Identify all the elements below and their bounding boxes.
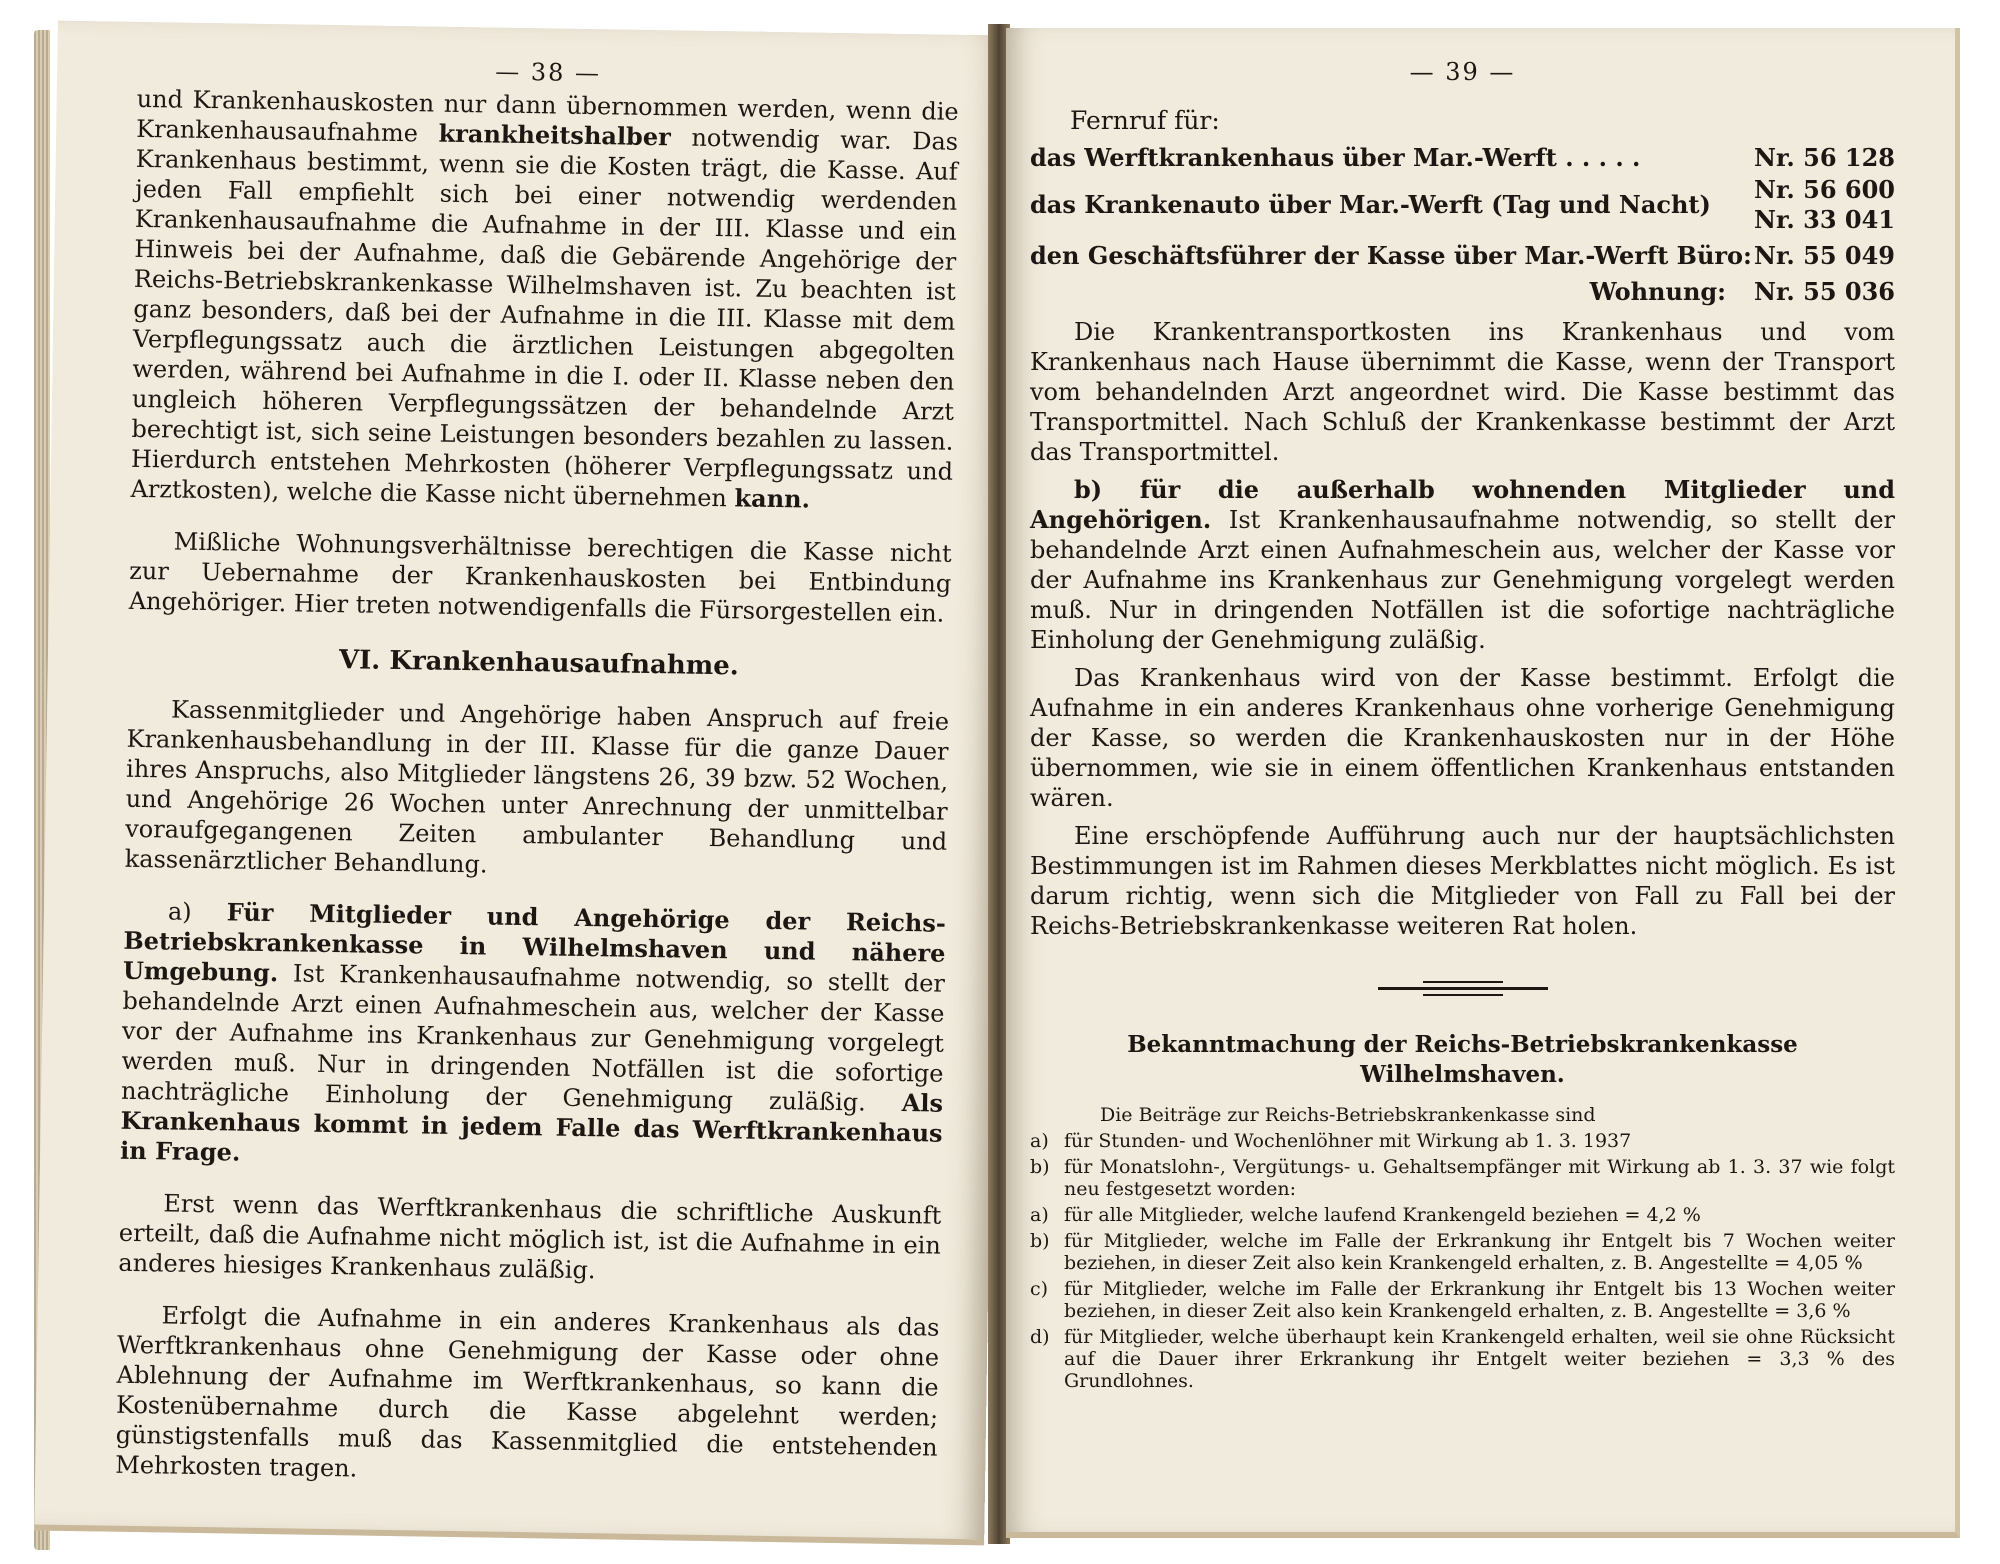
section-heading: VI. Krankenhausaufnahme.: [338, 645, 740, 682]
paragraph: Das Krankenhaus wird von der Kasse bestimmt. Erfolgt die Aufnahme in ein anderes Krankenhaus ohne vorherige Genehmigung der Kasse, so werden die Krankenhauskosten nur in der Höhe übernommen, wie sie in einem öffentlichen Krankenhaus entstanden wären.: [1030, 664, 1895, 812]
list-item: d) für Mitglieder, welche überhaupt kein Krankengeld erhalten, weil sie ohne Rücksicht auf die Dauer ihrer Erkrankung ihr Entgelt weiter beziehen = 3,3 % des Grundlohnes.: [1030, 1326, 1895, 1392]
paragraph: Erst wenn das Werftkrankenhaus die schriftliche Auskunft erteilt, daß die Aufnahme nicht möglich ist, ist die Aufnahme in ein anderes hiesiges Krankenhaus zuläßig.: [118, 1189, 942, 1285]
section-divider: [1378, 981, 1548, 996]
announcement-body: [1030, 1104, 1895, 1392]
paragraph: und Krankenhauskosten nur dann übernommen werden, wenn die Krankenhausaufnahme krankheitshalber notwendig war. Das Krankenhaus bestimmt, wenn sie die Kosten trägt, die Kasse. Auf jeden Fall empfiehlt sich bei einer notwendig werdenden Krankenhausaufnahme die Aufnahme in der III. Klasse und ein Hinweis bei der Aufnahme, daß die Gebärende Angehörige der Reichs-Betriebskrankenkasse Wilhelmshaven ist. Zu beachten ist ganz besonders, daß bei der Aufnahme in die III. Klasse mit dem Verpflegungssatz auch die ärztlichen Leistungen abgegolten werden, während bei Aufnahme in die I. oder II. Klasse neben den ungleich höheren Verpflegungssätzen der behandelnde Arzt berechtigt ist, sich seine Leistungen besonders bezahlen zu lassen. Hierdurch entstehen Mehrkosten (höherer Verpflegungssatz und Arztkosten), welche die Kasse nicht übernehmen kann.: [130, 84, 959, 514]
phone-row: das Werftkrankenhaus über Mar.-Werft . . . . . Nr. 56 128: [1030, 143, 1895, 172]
list-item: a) für Stunden- und Wochenlöhner mit Wirkung ab 1. 3. 1937: [1030, 1130, 1632, 1152]
paragraph: Eine erschöpfende Aufführung auch nur der hauptsächlichsten Bestimmungen ist im Rahmen dieses Merkblattes nicht möglich. Es ist darum richtig, wenn sich die Mitglieder von Fall zu Fall bei der Reichs-Betriebskrankenkasse weiteren Rat holen.: [1030, 822, 1895, 940]
list-item: b) für Monatslohn-, Vergütungs- u. Gehaltsempfänger mit Wirkung ab 1. 3. 37 wie folgt neu festgesetzt worden:: [1030, 1156, 1895, 1200]
list-item: b) für Mitglieder, welche im Falle der Erkrankung ihr Entgelt bis 7 Wochen weiter beziehen, in dieser Zeit also kein Krankengeld erhalten, z. B. Angestellte = 4,05 %: [1030, 1230, 1895, 1274]
paragraph: b) für die außerhalb wohnenden Mitglieder und Angehörigen. Ist Krankenhausaufnahme notwendig, so stellt der behandelnde Arzt einen Aufnahmeschein aus, welcher der Kasse vor der Aufnahme ins Krankenhaus zur Genehmigung vorgelegt werden muß. Nur in dringenden Notfällen ist die sofortige nachträgliche Einholung der Genehmigung zuläßig.: [1030, 475, 1896, 654]
phone-row: das Krankenauto über Mar.-Werft (Tag und Nacht) Nr. 56 600 Nr. 33 041: [1030, 175, 1895, 234]
paragraph: a) Für Mitglieder und Angehörige der Reichs-Betriebskrankenkasse in Wilhelmshaven und nähere Umgebung. Ist Krankenhausaufnahme notwendig, so stellt der behandelnde Arzt einen Aufnahmeschein aus, welcher der Kasse vor der Aufnahme ins Krankenhaus zur Genehmigung vorgelegt werden muß. Nur in dringenden Notfällen ist die sofortige nachträgliche Einholung der Genehmigung zuläßig. Als Krankenhaus kommt in jedem Falle das Werftkrankenhaus in Frage.: [119, 897, 947, 1167]
list-item: a) für alle Mitglieder, welche laufend Krankengeld beziehen = 4,2 %: [1030, 1204, 1701, 1226]
announcement-intro: Die Beiträge zur Reichs-Betriebskrankenkasse sind: [1100, 1104, 1596, 1126]
phone-list: [1030, 143, 1895, 307]
paragraph: Mißliche Wohnungsverhältnisse berechtigen die Kasse nicht zur Uebernahme der Krankenhauskosten bei Entbindung Angehöriger. Hier treten notwendigenfalls die Fürsorgestellen ein.: [128, 527, 952, 628]
phone-row: den Geschäftsführer der Kasse über Mar.-Werft Büro: Nr. 55 049: [1030, 241, 1895, 270]
paragraph: Kassenmitglieder und Angehörige haben Anspruch auf freie Krankenhausbehandlung in der III. Klasse für die ganze Dauer ihres Anspruchs, also Mitglieder längstens 26, 39 bzw. 52 Wochen, und Angehörige 26 Wochen unter Anrechnung der unmittelbar voraufgegangenen Zeiten ambulanter Behandlung und kassenärztlicher Behandlung.: [124, 695, 950, 879]
phone-row: Wohnung: Nr. 55 036: [1589, 277, 1895, 306]
page-number: — 38 —: [495, 57, 602, 88]
paragraph: Die Krankentransportkosten ins Krankenhaus und vom Krankenhaus nach Hause übernimmt die Kasse, wenn der Transport vom behandelnden Arzt angeordnet wird. Die Kasse bestimmt das Transportmittel. Nach Schluß der Krankenkasse bestimmt der Arzt das Transportmittel.: [1030, 318, 1895, 466]
page-number: — 39 —: [1409, 58, 1516, 86]
paragraph: Erfolgt die Aufnahme in ein anderes Krankenhaus als das Werftkrankenhaus ohne Genehmigung der Kasse oder ohne Ablehnung der Aufnahme im Werftkrankenhaus, so kann die Kostenübernahme durch die Kasse abgelehnt werden; günstigstenfalls muß das Kassenmitglied die entstehenden Mehrkosten tragen.: [115, 1301, 940, 1483]
announcement-title: Bekanntmachung der Reichs-Betriebskrankenkasse Wilhelmshaven.: [1127, 1031, 1798, 1088]
phone-heading: Fernruf für:: [1070, 106, 1220, 135]
list-item: c) für Mitglieder, welche im Falle der Erkrankung ihr Entgelt bis 13 Wochen weiter beziehen, in dieser Zeit also kein Krankengeld erhalten, z. B. Angestellte = 3,6 %: [1030, 1278, 1895, 1322]
left-page: [34, 21, 1008, 1546]
right-page: [1006, 28, 1960, 1538]
